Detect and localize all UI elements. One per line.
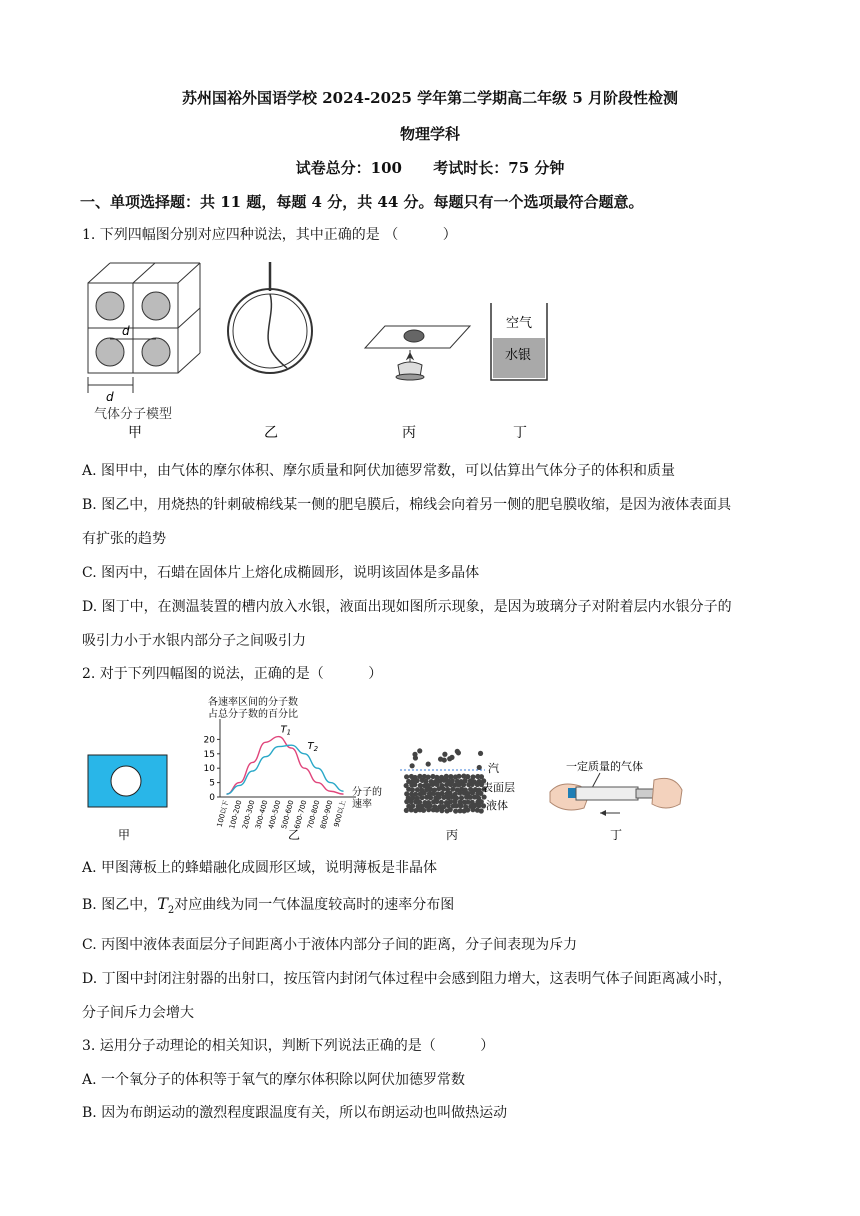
chart-x-tick-label: 600-700	[293, 799, 309, 830]
chart-y-tick-label: 0	[209, 793, 215, 803]
molecule-dot	[447, 756, 452, 761]
molecule-dot	[428, 795, 433, 800]
q1-air-label: 空气	[506, 316, 533, 331]
q2-bing-surface: 表面层	[482, 781, 515, 794]
q2-option-d-line2: 分子间斥力会增大	[82, 1005, 194, 1021]
molecule-dot	[431, 791, 436, 796]
q2-label-bing: 丙	[446, 828, 459, 842]
molecule-dot	[404, 808, 409, 813]
q1-fig-jia-caption: 气体分子模型	[94, 407, 173, 422]
q2-option-b	[82, 894, 454, 921]
chart-x-tick-label: 100-200	[228, 799, 244, 830]
exam-score-time: 试卷总分：100 考试时长：75 分钟	[295, 159, 565, 177]
q1-option-b-line1: B. 图乙中，用烧热的针刺破棉线某一侧的肥皂膜后，棉线会向着另一侧的肥皂膜收缩，是因为液体表面具	[82, 497, 732, 513]
molecule-dot	[457, 790, 462, 795]
q2-label-jia: 甲	[118, 828, 131, 842]
molecule-dot	[421, 808, 426, 813]
q2-bing-liquid: 液体	[486, 799, 508, 812]
q2-option-d-line1: D. 丁图中封闭注射器的出射口，按压管内封闭气体过程中会感到阻力增大，这表明气体子间距离减小时，	[82, 971, 732, 987]
chart-xlabel-2: 速率	[352, 799, 372, 810]
q2-option-c: C. 丙图中液体表面层分子间距离小于液体内部分子间的距离，分子间表现为斥力	[82, 937, 578, 953]
q2-option-b-prefix: B. 图乙中，	[82, 897, 158, 913]
molecule-dot	[458, 803, 463, 808]
q2-fig-ding	[550, 773, 682, 816]
molecule-dot	[470, 807, 475, 812]
molecule-dot	[456, 774, 461, 779]
q1-label-ding: 丁	[513, 425, 527, 441]
q3-stem: 3. 运用分子动理论的相关知识，判断下列说法正确的是（ ）	[82, 1038, 495, 1054]
molecule-dot	[453, 808, 458, 813]
q1-label-bing: 丙	[402, 425, 416, 441]
molecule-dot	[422, 790, 427, 795]
chart-y-tick-label: 10	[203, 764, 215, 775]
q1-option-c: C. 图丙中，石蜡在固体片上熔化成椭圆形，说明该固体是多晶体	[82, 565, 480, 581]
molecule-dot	[417, 748, 422, 753]
molecule-dot	[477, 765, 482, 770]
molecule-dot	[426, 761, 431, 766]
molecule-dot	[412, 782, 417, 787]
molecule-dot	[456, 750, 461, 755]
molecule-dot	[426, 807, 431, 812]
molecule-dot	[410, 787, 415, 792]
exam-subject: 物理学科	[399, 125, 460, 143]
chart-series-label-t2: $T_2$	[307, 741, 319, 754]
q1-label-yi: 乙	[264, 425, 278, 441]
molecule-dot	[404, 774, 409, 779]
q1-mercury-label: 水银	[505, 348, 532, 363]
molecule-dot	[439, 800, 444, 805]
chart-series-label-t1: $T_1$	[280, 724, 292, 737]
q3-option-a: A. 一个氧分子的体积等于氧气的摩尔体积除以阿伏加德罗常数	[82, 1072, 466, 1088]
chart-x-tick-label: 200-300	[241, 799, 257, 830]
q1-option-a: A. 图甲中，由气体的摩尔体积、摩尔质量和阿伏加德罗常数，可以估算出气体分子的体积和质量	[82, 463, 676, 479]
q1-option-d-line2: 吸引力小于水银内部分子之间吸引力	[82, 633, 306, 649]
q2-option-b-symbol: T	[157, 894, 168, 913]
molecule-dot	[413, 755, 418, 760]
speed-distribution-chart	[204, 719, 356, 830]
q1-stem: 1. 下列四幅图分别对应四种说法，其中正确的是 （ ）	[82, 227, 457, 243]
chart-y-tick-label: 5	[209, 778, 215, 789]
molecule-dot	[434, 807, 439, 812]
molecule-dot	[439, 808, 444, 813]
molecule-dot	[438, 757, 443, 762]
molecule-dot	[479, 808, 484, 813]
molecule-dot	[465, 807, 470, 812]
chart-ylabel-2: 占总分子数的百分比	[208, 709, 298, 720]
molecule-dot	[408, 799, 413, 804]
chart-ylabel-1: 各速率区间的分子数	[208, 697, 298, 708]
molecule-dot	[436, 786, 441, 791]
q2-fig-bing-molecules	[404, 748, 487, 813]
q2-stem: 2. 对于下列四幅图的说法，正确的是（ ）	[82, 666, 383, 682]
molecule-dot	[470, 782, 475, 787]
q2-label-yi: 乙	[288, 828, 301, 842]
q2-option-b-subscript: 2	[167, 904, 175, 916]
q1-fig-jia	[88, 263, 200, 393]
chart-y-tick-label: 20	[203, 735, 215, 746]
chart-x-tick-label: 800-900	[319, 799, 335, 830]
chart-x-tick-label: 400-500	[267, 799, 283, 830]
q2-label-ding: 丁	[610, 828, 623, 842]
exam-title: 苏州国裕外国语学校 2024-2025 学年第二学期高二年级 5 月阶段性检测	[181, 89, 679, 107]
q2-figures	[80, 692, 700, 852]
chart-x-tick-label: 700-800	[306, 799, 322, 830]
chart-x-tick-label: 500-600	[280, 799, 296, 830]
chart-series-t2	[227, 745, 344, 794]
q2-option-a: A. 甲图薄板上的蜂蜡融化成圆形区域，说明薄板是非晶体	[82, 860, 438, 876]
section-heading: 一、单项选择题：共 11 题，每题 4 分，共 44 分。每题只有一个选项最符合题意。	[80, 193, 644, 211]
q1-option-d-line1: D. 图丁中，在测温装置的槽内放入水银，液面出现如图所示现象，是因为玻璃分子对附着层内水银分子的	[82, 599, 732, 615]
q1-fig-d-label-2: d	[106, 390, 114, 404]
chart-xlabel-1: 分子的	[352, 787, 382, 798]
chart-x-tick-label: 900以上	[332, 799, 348, 828]
q1-fig-yi	[228, 262, 312, 373]
q1-fig-d-label: d	[122, 324, 130, 338]
chart-x-tick-label: 100以下	[215, 799, 231, 828]
q2-option-b-suffix: 对应曲线为同一气体温度较高时的速率分布图	[174, 897, 455, 913]
q1-label-jia: 甲	[128, 425, 142, 441]
q2-ding-gas-label: 一定质量的气体	[566, 760, 643, 773]
chart-series-t1	[227, 737, 344, 795]
chart-y-tick-label: 15	[203, 749, 215, 760]
q1-figures	[80, 255, 560, 445]
q1-option-b-line2: 有扩张的趋势	[82, 531, 166, 547]
molecule-dot	[419, 795, 424, 800]
chart-x-tick-label: 300-400	[254, 799, 270, 830]
molecule-dot	[442, 752, 447, 757]
molecule-dot	[448, 807, 453, 812]
molecule-dot	[478, 751, 483, 756]
molecule-dot	[434, 799, 439, 804]
q3-option-b: B. 因为布朗运动的激烈程度跟温度有关，所以布朗运动也叫做热运动	[82, 1105, 508, 1121]
q1-fig-ding	[491, 303, 547, 380]
molecule-dot	[456, 782, 461, 787]
q1-fig-bing	[365, 326, 470, 380]
molecule-dot	[410, 763, 415, 768]
molecule-dot	[476, 803, 481, 808]
q2-bing-vapor: 汽	[488, 762, 499, 775]
q2-fig-jia	[88, 755, 167, 807]
molecule-dot	[409, 807, 414, 812]
